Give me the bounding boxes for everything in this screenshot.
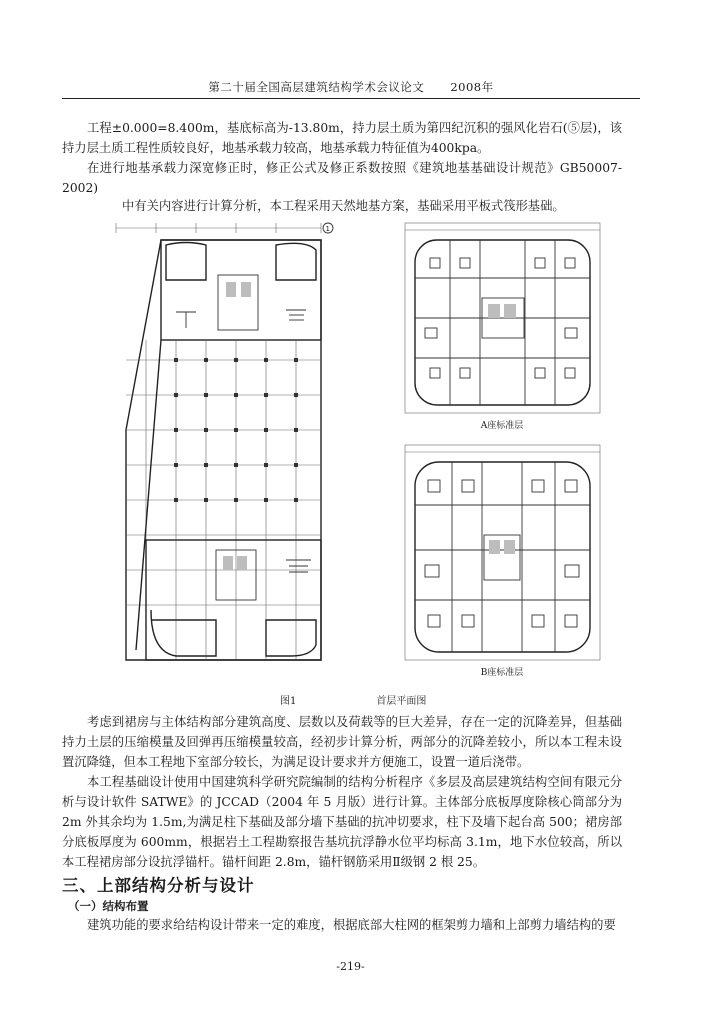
paragraph-settlement: 考虑到裙房与主体结构部分建筑高度、层数以及荷载等的巨大差异，存在一定的沉降差异，但基础持力土层的压缩模量及回弹再压缩模量较高，经初步计算分析，两部分的沉降差较小，所以本工程未设置沉降缝，但本工程地下室部分较长，为满足设计要求并方便施工，设置一道后浇带。 [62,715,622,769]
tower-a-plan-drawing [400,218,605,418]
section-heading: 三、上部结构分析与设计 [62,876,255,895]
tower-b-plan-drawing [400,440,605,665]
header-year: 2008年 [450,80,494,94]
running-header [62,78,640,99]
header-title: 第二十届全国高层建筑结构学术会议论文 [208,80,425,94]
figure-caption [280,692,480,707]
subsection-heading: （一）结构布置 [68,899,149,913]
paragraph-raft-foundation: 中有关内容进行计算分析，本工程采用天然地基方案，基础采用平板式筏形基础。 [122,199,565,213]
paragraph-foundation-level: 工程±0.000=8.400m，基底标高为-13.80m，持力层土质为第四纪沉积的强风化岩石(⑤层)，该持力层土质工程性质较良好，地基承载力较高，地基承载力特征值为400kpa。 [62,121,622,155]
paragraph-satwe-analysis: 本工程基础设计使用中国建筑科学研究院编制的结构分析程序《多层及高层建筑结构空间有限元分析与设计软件 SATWE》的 JCCAD（2004 年 5 月版）进行计算。主体部分底板厚度除核心筒部分为 2m 外其余均为 1.5m,为满足柱下基础及部分墙下基础的抗冲切要求，柱下及墙下起台高 500；裙房部分底板厚度为 600mm，根据岩土工程勘察报告基坑抗浮静水位平均标高 3.1m，地下水位较高，所以本工程裙房部分设抗浮锚杆。锚杆间距 2.8m，锚杆钢筋采用Ⅱ级钢 2 根 25。 [62,775,622,869]
paragraph-bearing-correction: 在进行地基承载力深宽修正时，修正公式及修正系数按照《建筑地基基础设计规范》GB50007-2002) [62,161,622,195]
figure-title: 首层平面图 [376,696,427,707]
page-number: -219- [336,960,365,973]
axis-label: 1 [325,225,330,233]
tower-a-standard-floor-figure [400,218,605,431]
ground-floor-plan-figure [106,220,356,665]
tower-b-standard-floor-figure [400,440,605,680]
tower-a-caption: A座标准层 [480,421,524,431]
ground-floor-plan-drawing [106,220,356,665]
paragraph-structure-layout: 建筑功能的要求给结构设计带来一定的难度，根据底部大柱网的框架剪力墙和上部剪力墙结构的要 [87,918,616,932]
tower-b-caption: B座标准层 [480,668,524,678]
figure-number: 图1 [280,696,297,707]
